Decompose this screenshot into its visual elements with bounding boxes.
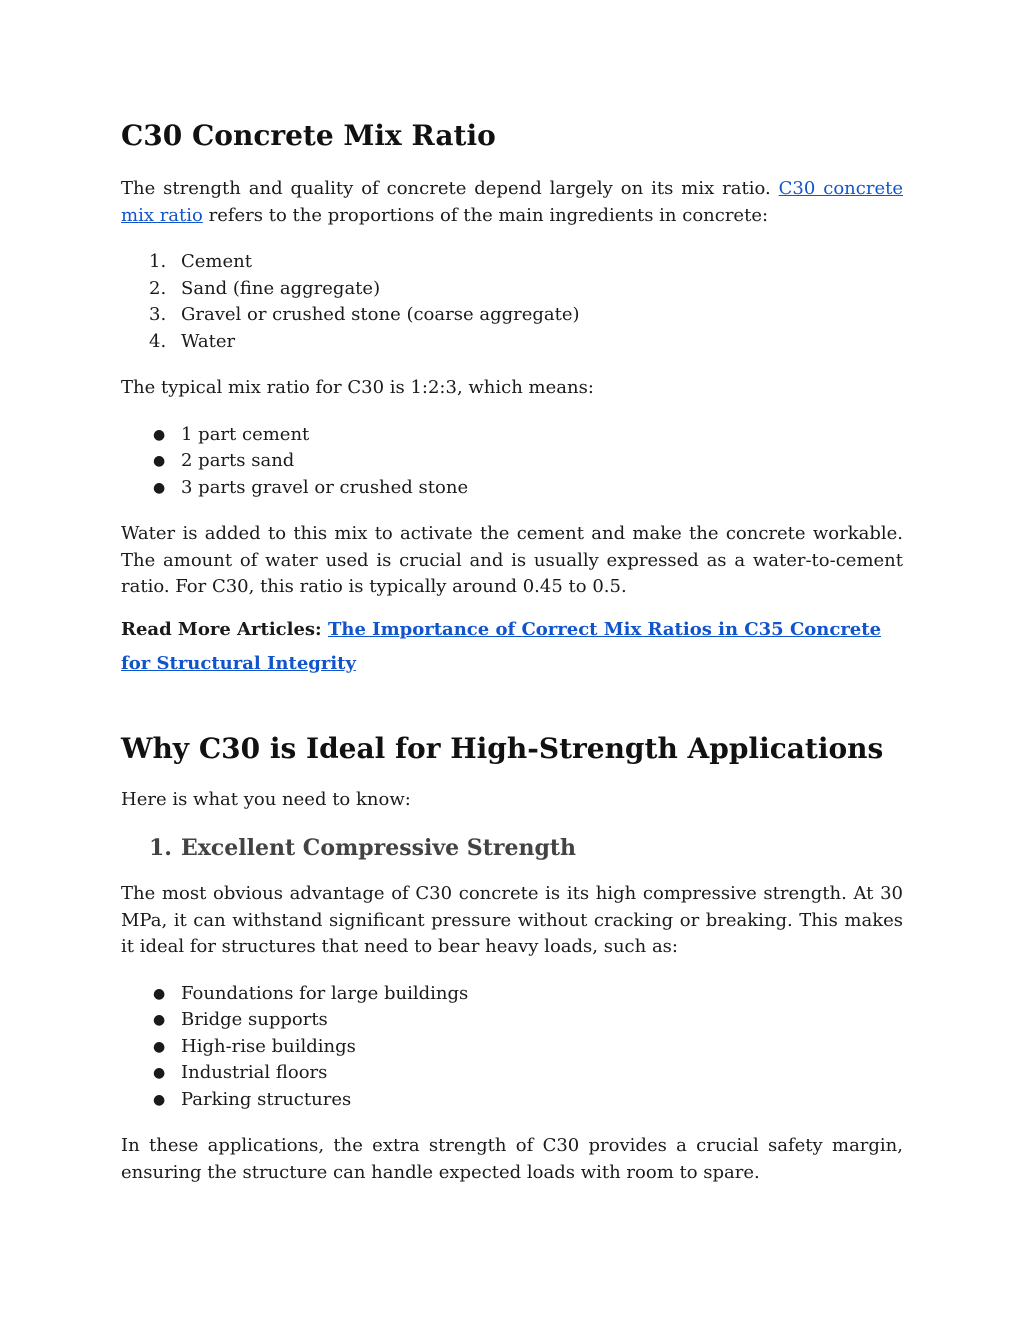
list-item <box>121 422 903 449</box>
subheading-compressive-strength <box>121 831 903 865</box>
bullet-icon: ● <box>153 1012 166 1028</box>
bullet-icon: ● <box>153 453 166 469</box>
intro-text-after: refers to the proportions of the main ingredients in concrete: <box>202 204 769 226</box>
list-item <box>121 276 903 303</box>
list-item-text: 1 part cement <box>181 423 310 445</box>
list-item-text: Industrial floors <box>181 1062 328 1083</box>
list-item-text: Bridge supports <box>181 1009 328 1030</box>
list-item <box>121 448 903 475</box>
list-number: 1. <box>149 251 167 272</box>
list-item-text: High-rise buildings <box>181 1035 356 1057</box>
subheading-number: 1. <box>149 835 172 861</box>
subheading-text: Excellent Compressive Strength <box>181 835 576 861</box>
list-item-text: Water <box>181 330 236 352</box>
list-item-text: Parking structures <box>181 1088 352 1110</box>
list-item <box>121 302 903 329</box>
water-paragraph: Water is added to this mix to activate the cement and make the concrete workable. The amount of water used is crucial and is usually expressed as a water-to-cement ratio. For C30, this ratio is typically around 0.45 to 0.5. <box>121 523 903 597</box>
section2-intro: Here is what you need to know: <box>121 788 411 810</box>
uses-list <box>121 981 903 1114</box>
list-item <box>121 475 903 502</box>
list-item <box>121 1060 903 1087</box>
c30-mix-ratio-link[interactable]: C30 concrete mix ratio <box>121 178 903 226</box>
bullet-icon: ● <box>153 1038 166 1055</box>
section-heading-mix-ratio: C30 Concrete Mix Ratio <box>121 119 496 152</box>
list-item <box>121 249 903 276</box>
list-item <box>121 1087 903 1114</box>
bullet-icon: ● <box>153 1091 166 1108</box>
ratio-list <box>121 422 903 502</box>
list-item <box>121 981 903 1008</box>
bullet-icon: ● <box>153 985 166 1002</box>
ratio-paragraph: The typical mix ratio for C30 is 1:2:3, which means: <box>121 377 594 398</box>
list-item <box>121 1007 903 1034</box>
closing-paragraph: In these applications, the extra strength of C30 provides a crucial safety margin, ensuring the structure can handle expected loads with room to spare. <box>121 1135 903 1183</box>
bullet-icon: ● <box>153 479 166 496</box>
list-item <box>121 1034 903 1061</box>
compressive-strength-paragraph: The most obvious advantage of C30 concrete is its high compressive strength. At 30 MPa, it can withstand significant pressure without cracking or breaking. This makes it ideal for structures that need to bear heavy loads, such as: <box>121 883 903 957</box>
list-item-text: Cement <box>181 251 252 272</box>
list-item-text: Sand (fine aggregate) <box>181 277 381 299</box>
list-item-text: 2 parts sand <box>181 450 295 471</box>
list-item-text: Foundations for large buildings <box>181 982 469 1004</box>
bullet-icon: ● <box>153 426 166 443</box>
read-more-label: Read More Articles: <box>121 618 328 640</box>
list-item-text: 3 parts gravel or crushed stone <box>181 476 469 498</box>
document-page <box>121 110 903 1186</box>
list-item <box>121 329 903 356</box>
ingredients-list <box>121 249 903 355</box>
list-number: 2. <box>149 277 167 299</box>
list-number: 3. <box>149 304 167 325</box>
read-more-paragraph <box>121 613 903 681</box>
section-heading-high-strength: Why C30 is Ideal for High-Strength Applications <box>121 731 884 765</box>
bullet-icon: ● <box>153 1065 166 1081</box>
intro-paragraph <box>121 176 903 229</box>
list-number: 4. <box>149 330 167 352</box>
list-item-text: Gravel or crushed stone (coarse aggregate) <box>181 304 580 325</box>
intro-text-before: The strength and quality of concrete depend largely on its mix ratio. <box>121 178 779 199</box>
read-more-link[interactable]: The Importance of Correct Mix Ratios in C35 Concrete for Structural Integrity <box>121 618 882 674</box>
